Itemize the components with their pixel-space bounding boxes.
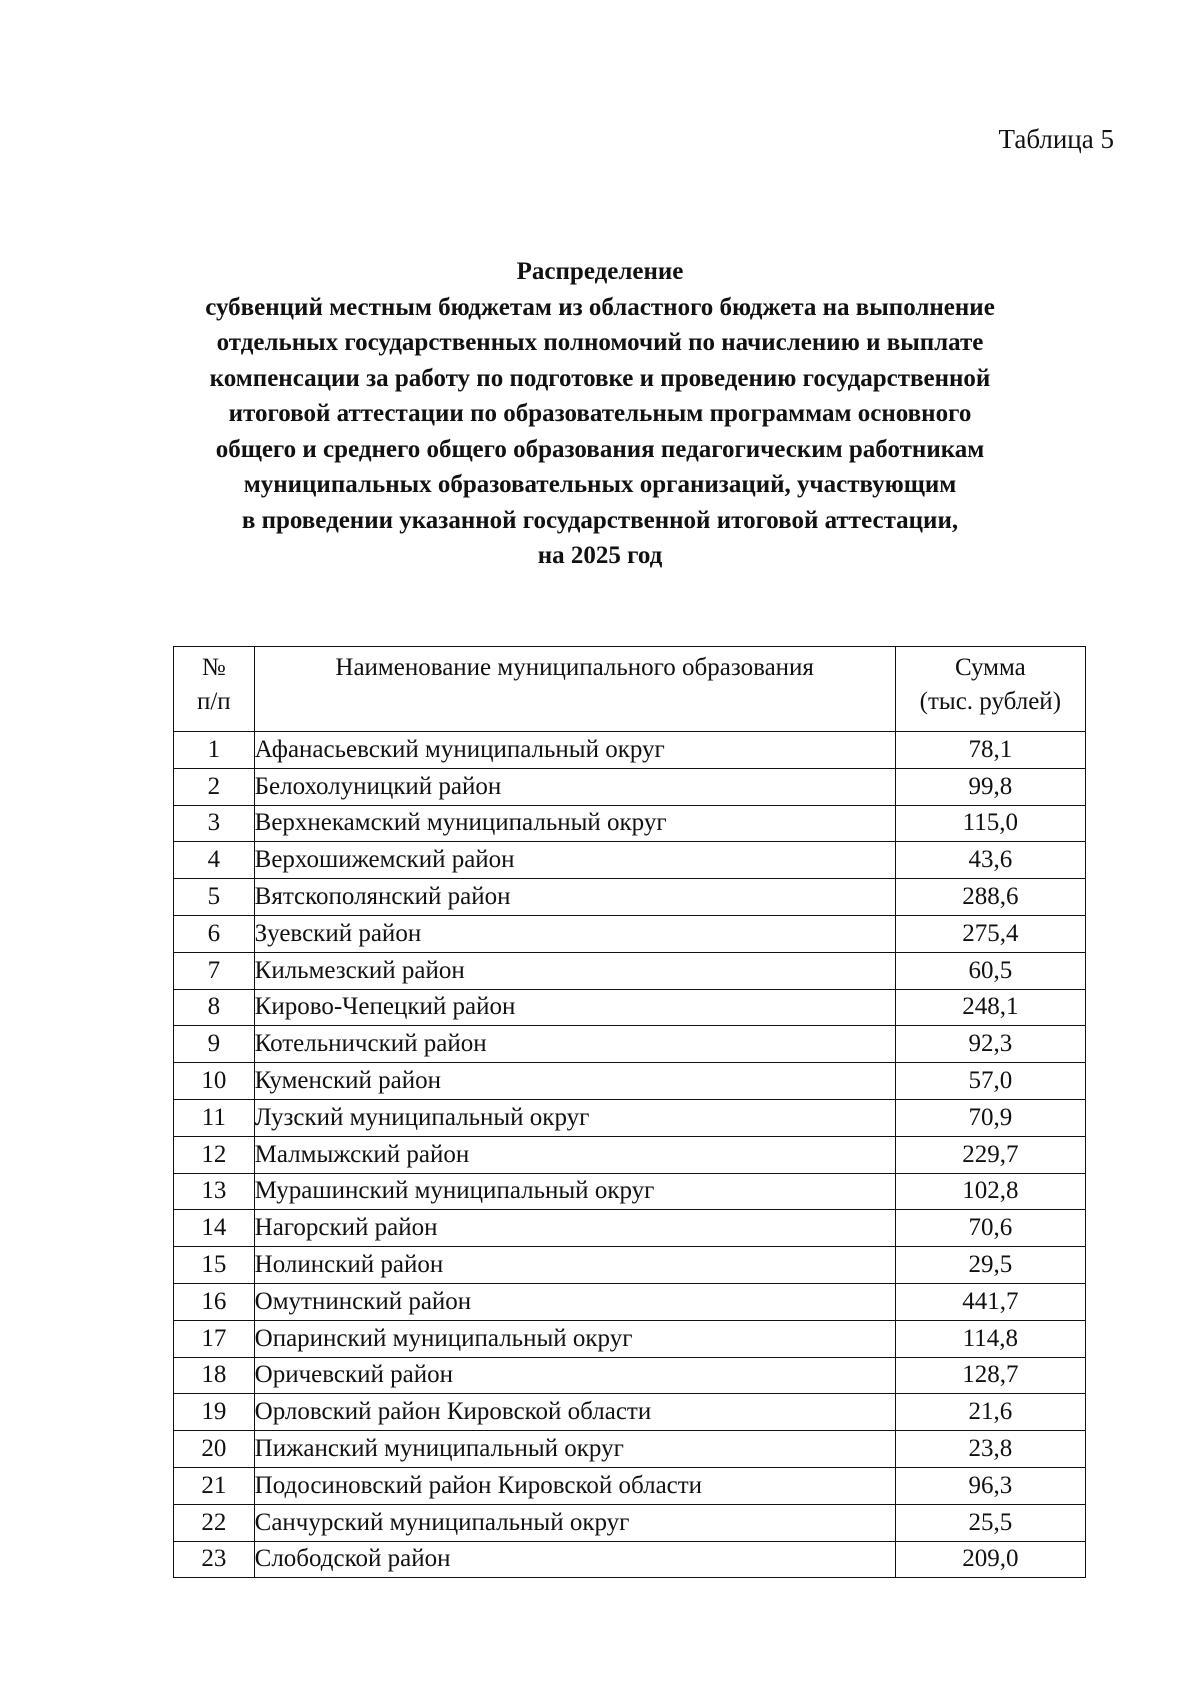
row-name: Кильмезский район — [254, 952, 895, 989]
table-row — [174, 732, 1086, 769]
row-sum: 209,0 — [895, 1541, 1085, 1578]
table-row — [174, 989, 1086, 1026]
table-row — [174, 1210, 1086, 1247]
row-name: Лузский муниципальный округ — [254, 1099, 895, 1136]
row-name: Пижанский муниципальный округ — [254, 1431, 895, 1468]
table-row — [174, 1431, 1086, 1468]
row-number: 18 — [174, 1357, 255, 1394]
row-sum: 60,5 — [895, 952, 1085, 989]
table-row — [174, 879, 1086, 916]
table-row — [174, 1541, 1086, 1578]
row-number: 23 — [174, 1541, 255, 1578]
table-row — [174, 1173, 1086, 1210]
row-sum: 114,8 — [895, 1320, 1085, 1357]
table-row — [174, 805, 1086, 842]
title-line: субвенций местным бюджетам из областного бюджета на выполнение — [205, 293, 995, 321]
header-number — [174, 647, 255, 732]
row-number: 8 — [174, 989, 255, 1026]
header-sum-line1: Сумма — [954, 654, 1026, 681]
row-name: Подосиновский район Кировской области — [254, 1467, 895, 1504]
table-row — [174, 915, 1086, 952]
row-sum: 25,5 — [895, 1504, 1085, 1541]
row-sum: 115,0 — [895, 805, 1085, 842]
table-row — [174, 1247, 1086, 1284]
table-row — [174, 842, 1086, 879]
table-row — [174, 1320, 1086, 1357]
header-sum — [895, 647, 1085, 732]
distribution-table — [173, 646, 1086, 1578]
row-name: Омутнинский район — [254, 1283, 895, 1320]
table-header-row — [174, 647, 1086, 732]
table-body — [174, 732, 1086, 1578]
row-sum: 288,6 — [895, 879, 1085, 916]
row-name: Орловский район Кировской области — [254, 1394, 895, 1431]
row-name: Верхошижемский район — [254, 842, 895, 879]
title-line: итоговой аттестации по образовательным программам основного — [228, 400, 972, 427]
table-row — [174, 1357, 1086, 1394]
row-name: Афанасьевский муниципальный округ — [254, 732, 895, 769]
row-name: Оричевский район — [254, 1357, 895, 1394]
table-row — [174, 768, 1086, 805]
row-number: 13 — [174, 1173, 255, 1210]
row-number: 20 — [174, 1431, 255, 1468]
header-name: Наименование муниципального образования — [254, 647, 895, 732]
row-sum: 70,6 — [895, 1210, 1085, 1247]
row-number: 16 — [174, 1283, 255, 1320]
row-sum: 78,1 — [895, 732, 1085, 769]
row-sum: 23,8 — [895, 1431, 1085, 1468]
row-sum: 275,4 — [895, 915, 1085, 952]
header-number-line1: № — [201, 654, 226, 681]
row-name: Мурашинский муниципальный округ — [254, 1173, 895, 1210]
row-number: 12 — [174, 1136, 255, 1173]
row-number: 21 — [174, 1467, 255, 1504]
row-number: 1 — [174, 732, 255, 769]
title-line: общего и среднего общего образования педагогическим работникам — [215, 435, 985, 463]
table-label: Таблица 5 — [998, 124, 1114, 154]
row-name: Куменский район — [254, 1063, 895, 1100]
row-number: 10 — [174, 1063, 255, 1100]
row-sum: 102,8 — [895, 1173, 1085, 1210]
row-number: 15 — [174, 1247, 255, 1284]
title-line: Распределение — [516, 258, 684, 285]
table-row — [174, 1467, 1086, 1504]
row-name: Белохолуницкий район — [254, 768, 895, 805]
row-sum: 441,7 — [895, 1283, 1085, 1320]
row-name: Нагорский район — [254, 1210, 895, 1247]
row-number: 2 — [174, 768, 255, 805]
row-sum: 92,3 — [895, 1026, 1085, 1063]
row-sum: 96,3 — [895, 1467, 1085, 1504]
table-row — [174, 1063, 1086, 1100]
row-sum: 229,7 — [895, 1136, 1085, 1173]
row-sum: 43,6 — [895, 842, 1085, 879]
table-row — [174, 1099, 1086, 1136]
table-row — [174, 952, 1086, 989]
row-sum: 128,7 — [895, 1357, 1085, 1394]
row-sum: 99,8 — [895, 768, 1085, 805]
row-name: Верхнекамский муниципальный округ — [254, 805, 895, 842]
title-line: муниципальных образовательных организаций, участвующим — [243, 471, 957, 498]
row-name: Кирово-Чепецкий район — [254, 989, 895, 1026]
row-number: 22 — [174, 1504, 255, 1541]
table-row — [174, 1283, 1086, 1320]
document-title — [140, 254, 1060, 574]
table-row — [174, 1136, 1086, 1173]
row-name: Нолинский район — [254, 1247, 895, 1284]
title-line: компенсации за работу по подготовке и проведению государственной — [209, 364, 991, 392]
row-name: Опаринский муниципальный округ — [254, 1320, 895, 1357]
row-number: 9 — [174, 1026, 255, 1063]
row-name: Малмыжский район — [254, 1136, 895, 1173]
row-number: 19 — [174, 1394, 255, 1431]
title-line: в проведении указанной государственной итоговой аттестации, — [241, 506, 959, 534]
header-number-line2: п/п — [196, 688, 231, 715]
row-sum: 29,5 — [895, 1247, 1085, 1284]
row-number: 3 — [174, 805, 255, 842]
row-name: Слободской район — [254, 1541, 895, 1578]
row-sum: 70,9 — [895, 1099, 1085, 1136]
row-sum: 57,0 — [895, 1063, 1085, 1100]
title-line: отдельных государственных полномочий по начислению и выплате — [216, 329, 984, 356]
row-number: 6 — [174, 915, 255, 952]
row-sum: 21,6 — [895, 1394, 1085, 1431]
row-number: 11 — [174, 1099, 255, 1136]
row-name: Санчурский муниципальный округ — [254, 1504, 895, 1541]
row-name: Вятскополянский район — [254, 879, 895, 916]
row-number: 14 — [174, 1210, 255, 1247]
row-number: 7 — [174, 952, 255, 989]
table-row — [174, 1394, 1086, 1431]
row-name: Котельничский район — [254, 1026, 895, 1063]
row-name: Зуевский район — [254, 915, 895, 952]
header-sum-line2: (тыс. рублей) — [919, 688, 1062, 715]
row-number: 5 — [174, 879, 255, 916]
row-number: 4 — [174, 842, 255, 879]
row-number: 17 — [174, 1320, 255, 1357]
table-row — [174, 1026, 1086, 1063]
table-row — [174, 1504, 1086, 1541]
row-sum: 248,1 — [895, 989, 1085, 1026]
title-line: на 2025 год — [537, 542, 663, 569]
